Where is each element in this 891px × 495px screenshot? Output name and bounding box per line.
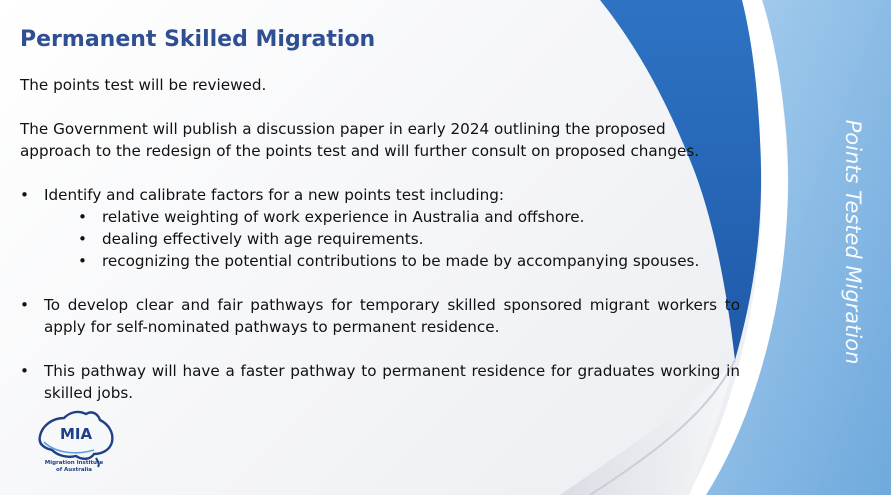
slide-title: Permanent Skilled Migration bbox=[20, 27, 376, 52]
bullet-item: • This pathway will have a faster pathway to permanent residence for graduates working in skilled jobs. bbox=[20, 360, 740, 404]
bullet-text: Identify and calibrate factors for a new points test including: bbox=[44, 186, 505, 204]
bullet-list bbox=[20, 184, 740, 404]
bullet-item: • To develop clear and fair pathways for temporary skilled sponsored migrant workers to apply for self-nominated pathways to permanent residence. bbox=[20, 294, 740, 338]
paragraph-text: The Government will publish a discussion paper in early 2024 outlining the proposed approach to the redesign of the points test and will further consult on proposed changes. bbox=[20, 120, 700, 160]
sub-bullet-item: • relative weighting of work experience in Australia and offshore. bbox=[78, 206, 740, 228]
intro-text: The points test will be reviewed. bbox=[20, 76, 267, 94]
logo-caption bbox=[34, 460, 114, 473]
logo-caption-line: of Australia bbox=[55, 466, 93, 473]
sub-bullet-item: • recognizing the potential contributions to be made by accompanying spouses. bbox=[78, 250, 740, 272]
sub-bullet-item: • dealing effectively with age requirements. bbox=[78, 228, 740, 250]
bullet-item bbox=[20, 184, 740, 272]
logo-caption-line: Migration Institute bbox=[44, 460, 104, 466]
sub-bullet-list bbox=[44, 206, 740, 272]
logo-acronym: MIA bbox=[59, 425, 93, 443]
vertical-section-title: Points Tested Migration bbox=[841, 119, 865, 365]
slide-body bbox=[20, 74, 740, 404]
